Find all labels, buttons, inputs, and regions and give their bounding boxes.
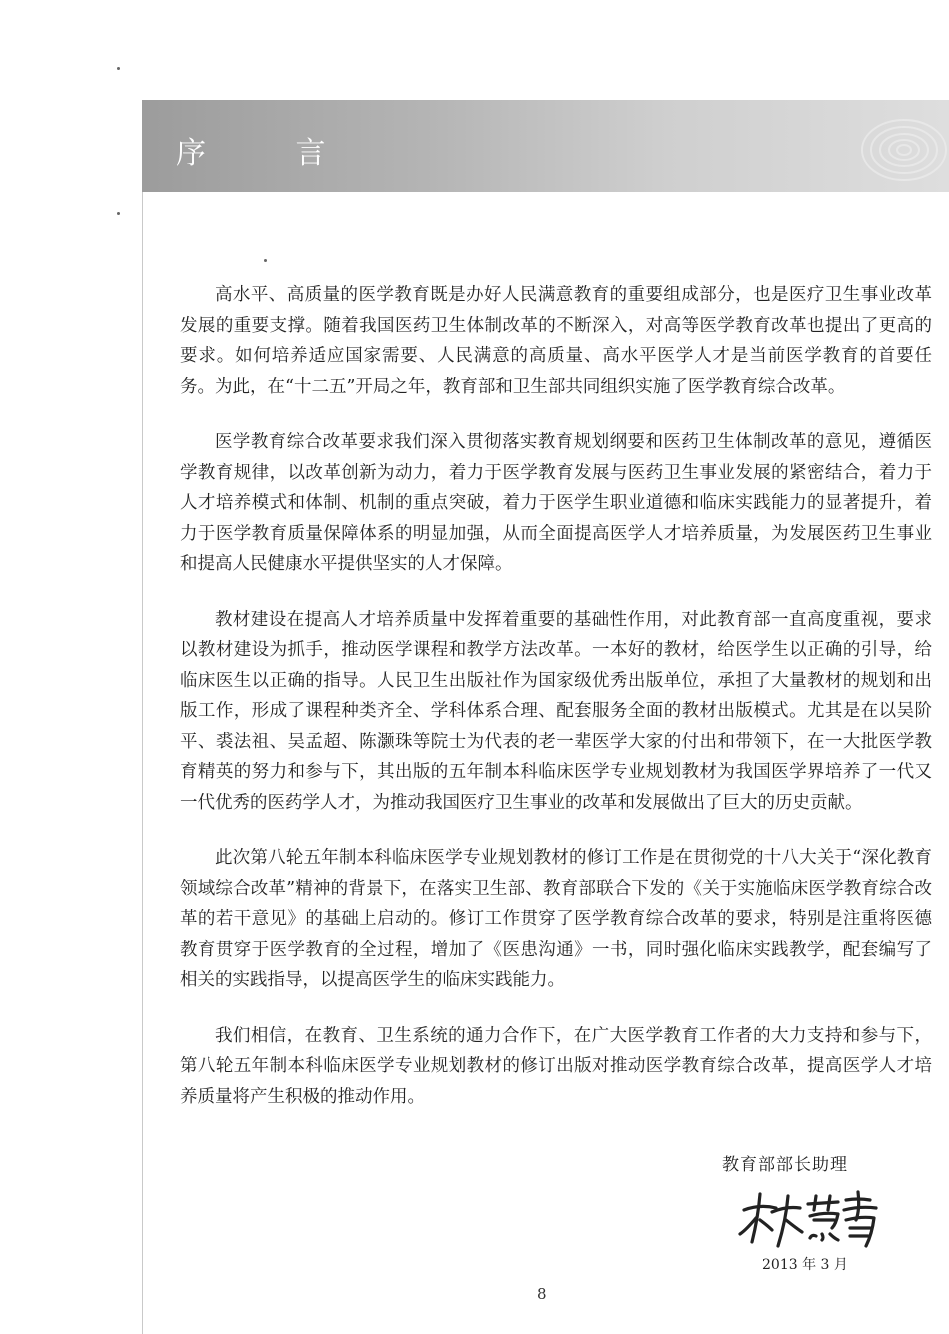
handwritten-signature (738, 1190, 888, 1250)
page-number: 8 (537, 1285, 547, 1303)
preface-body (180, 280, 932, 1137)
page-margin-rule (142, 100, 143, 1334)
paragraph: 我们相信，在教育、卫生系统的通力合作下，在广大医学教育工作者的大力支持和参与下，第八轮五年制本科临床医学专业规划教材的修订出版对推动医学教育综合改革，提高医学人才培养质量将产生积极的推动作用。 (180, 1025, 932, 1107)
paragraph: 高水平、高质量的医学教育既是办好人民满意教育的重要组成部分，也是医疗卫生事业改革发展的重要支撑。随着我国医药卫生体制改革的不断深入，对高等医学教育改革也提出了更高的要求。如何培养适应国家需要、人民满意的高质量、高水平医学人才是当前医学教育的首要任务。为此，在“十二五”开局之年，教育部和卫生部共同组织实施了医学教育综合改革。 (180, 285, 932, 397)
signature-date: 2013 年 3 月 (762, 1257, 848, 1273)
paragraph: 此次第八轮五年制本科临床医学专业规划教材的修订工作是在贯彻党的十八大关于“深化教育领域综合改革”精神的背景下，在落实卫生部、教育部联合下发的《关于实施临床医学教育综合改革的若干意见》的基础上启动的。修订工作贯穿了医学教育综合改革的要求，特别是注重将医德教育贯穿于医学教育的全过程，增加了《医患沟通》一书，同时强化临床实践教学，配套编写了相关的实践指导，以提高医学生的临床实践能力。 (180, 848, 932, 990)
page-title: 序 言 (176, 136, 366, 171)
paragraph: 医学教育综合改革要求我们深入贯彻落实教育规划纲要和医药卫生体制改革的意见，遵循医学教育规律，以改革创新为动力，着力于医学教育发展与医药卫生事业发展的紧密结合，着力于人才培养模式和体制、机制的重点突破，着力于医学生职业道德和临床实践能力的显著提升，着力于医学教育质量保障体系的明显加强，从而全面提高医学人才培养质量，为发展医药卫生事业和提高人民健康水平提供坚实的人才保障。 (180, 432, 932, 574)
signatory-title: 教育部部长助理 (722, 1155, 848, 1175)
scan-speck (264, 259, 267, 262)
decorative-swirl-icon (789, 100, 949, 192)
paragraph: 教材建设在提高人才培养质量中发挥着重要的基础性作用，对此教育部一直高度重视，要求以教材建设为抓手，推动医学课程和教学方法改革。一本好的教材，给医学生以正确的引导，给临床医生以正确的指导。人民卫生出版社作为国家级优秀出版单位，承担了大量教材的规划和出版工作，形成了课程种类齐全、学科体系合理、配套服务全面的教材出版模式。尤其是在以吴阶平、裘法祖、吴孟超、陈灏珠等院士为代表的老一辈医学大家的付出和带领下，在一大批医学教育精英的努力和参与下，其出版的五年制本科临床医学专业规划教材为我国医学界培养了一代又一代优秀的医药学人才，为推动我国医疗卫生事业的改革和发展做出了巨大的历史贡献。 (180, 609, 932, 813)
scan-speck (117, 212, 120, 215)
scan-speck (117, 67, 120, 70)
